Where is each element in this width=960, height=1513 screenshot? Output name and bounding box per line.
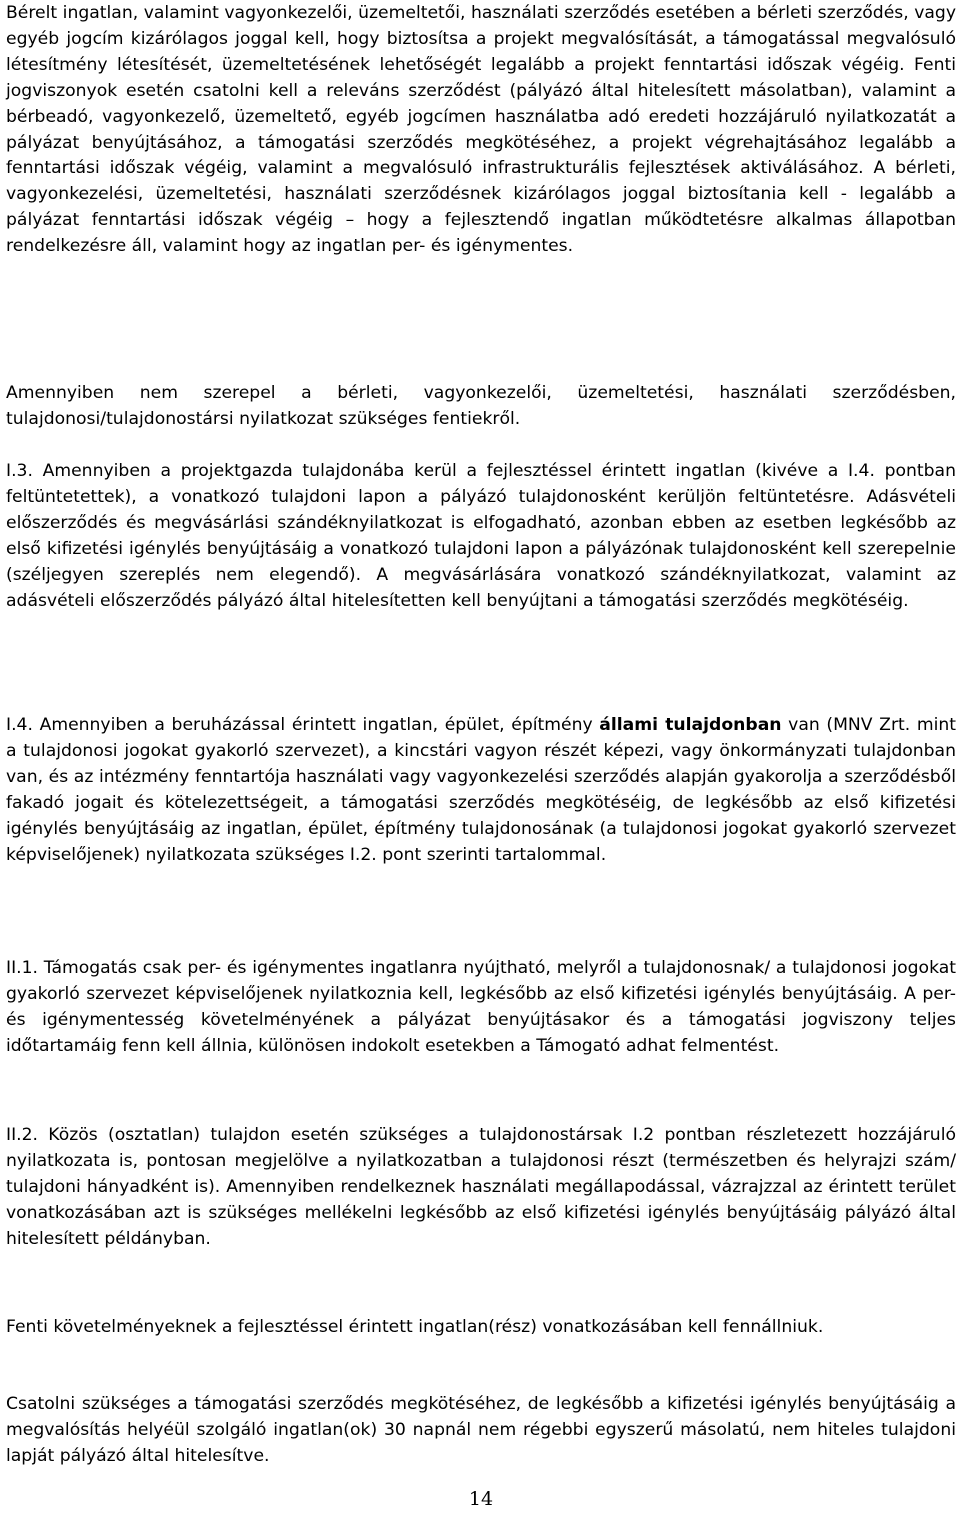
paragraph-land-registry-copy: Csatolni szükséges a támogatási szerződés megkötéséhez, de legkésőbb a kifizetési igénylés benyújtásáig a megvalósítás helyéül szolgáló ingatlan(ok) 30 napnál nem régebbi egyszerű másolatú, nem hiteles tulajdoni lapját pályázó által hitelesítve. xyxy=(6,1394,956,1466)
paragraph-section-ii1: II.1. Támogatás csak per- és igénymentes ingatlanra nyújtható, melyről a tulajdonosnak/ a tulajdonosi jogokat gyakorló szervezet képviselőjenek nyilatkoznia kell, legkésőbb az első kifizetési igénylés benyújtásáig. A per- és igénymentesség követelményének a pályázat benyújtásakor és a támogatási jogviszony teljes időtartamáig fenn kell állnia, különösen indokolt esetekben a Támogató adhat felmentést. xyxy=(6,958,956,1056)
section-i4-bold-text: állami tulajdonban xyxy=(599,715,782,735)
section-i4-text-start: I.4. Amennyiben a beruházással érintett ingatlan, épület, építmény xyxy=(6,715,600,735)
paragraph-section-i4 xyxy=(6,713,956,868)
paragraph-section-i3: I.3. Amennyiben a projektgazda tulajdonába kerül a fejlesztéssel érintett ingatlan (kivéve a I.4. pontban feltüntetettek), a vonatkozó tulajdoni lapon a pályázó tulajdonosként kerüljön feltüntetésre. Adásvételi előszerződés és megvásárlási szándéknyilatkozat is elfogadható, azonban ebben az esetben legkésőbb az első kifizetési igénylés benyújtásáig a vonatkozó tulajdoni lapon a pályázónak tulajdonosként kell szerepelnie (széljegyen szereplés nem elegendő). A megvásárlására vonatkozó szándéknyilatkozat, valamint az adásvételi előszerződés pályázó által hitelesítetten kell benyújtani a támogatási szerződés megkötéséig. xyxy=(6,461,956,611)
section-i4-text-end: van (MNV Zrt. mint a tulajdonosi jogokat gyakorló szervezet), a kincstári vagyon részét képezi, vagy önkormányzati tulajdonban van, és az intézmény fenntartója használati vagy vagyonkezelési szerződés alapján gyakorolja a szerződésből fakadó jogait és kötelezettségeit, a támogatási szerződés megkötéséig, de legkésőbb az első kifizetési igénylés benyújtásáig az ingatlan, épület, építmény tulajdonosának (a tulajdonosi jogokat gyakorló szervezet képviselőjenek) nyilatkozata szükséges I.2. pont szerinti tartalommal. xyxy=(6,715,956,865)
page-number: 14 xyxy=(468,1488,494,1510)
paragraph-section-ii2: II.2. Közös (osztatlan) tulajdon esetén szükséges a tulajdonostársak I.2 pontban részletezett hozzájáruló nyilatkozata is, pontosan megjelölve a nyilatkozatban a tulajdonosi részt (természetben és helyrajzi szám/ tulajdoni hányadként is). Amennyiben rendelkeznek használati megállapodással, vázrajzzal az érintett terület vonatkozásában azt is szükséges mellékelni legkésőbb az első kifizetési igénylés benyújtásáig pályázó által hitelesített példányban. xyxy=(6,1125,956,1249)
paragraph-leased-property: Bérelt ingatlan, valamint vagyonkezelői, üzemeltetői, használati szerződés esetében a bérleti szerződés, vagy egyéb jogcím kizárólagos joggal kell, hogy biztosítsa a projekt megvalósítását, a támogatással megvalósuló létesítmény létesítését, üzemeltetésének lehetőségét legalább a projekt fenntartási időszak végéig. Fenti jogviszonyok esetén csatolni kell a releváns szerződést (pályázó által hitelesített másolatban), valamint a bérbeadó, vagyonkezelő, üzemeltető, egyéb jogcímen használatba adó eredeti hozzájáruló nyilatkozatát a pályázat benyújtásához, a támogatási szerződés megkötéséhez, a projekt végrehajtásához legalább a fenntartási időszak végéig, valamint a megvalósuló infrastrukturális fejlesztések aktiválásához. A bérleti, vagyonkezelési, üzemeltetési, használati szerződésnek kizárólagos joggal biztosítania kell - legalább a pályázat fenntartási időszak végéig – hogy a fejlesztendő ingatlan működtetésre alkalmas állapotban rendelkezésre áll, valamint hogy az ingatlan per- és igénymentes. xyxy=(6,3,956,257)
paragraph-owner-declaration: Amennyiben nem szerepel a bérleti, vagyonkezelői, üzemeltetési, használati szerződésben, tulajdonosi/tulajdonostársi nyilatkozat szükséges fentiekről. xyxy=(6,383,956,429)
document-page xyxy=(6,0,956,1513)
paragraph-requirements: Fenti követelményeknek a fejlesztéssel érintett ingatlan(rész) vonatkozásában kell fennállniuk. xyxy=(6,1317,824,1337)
